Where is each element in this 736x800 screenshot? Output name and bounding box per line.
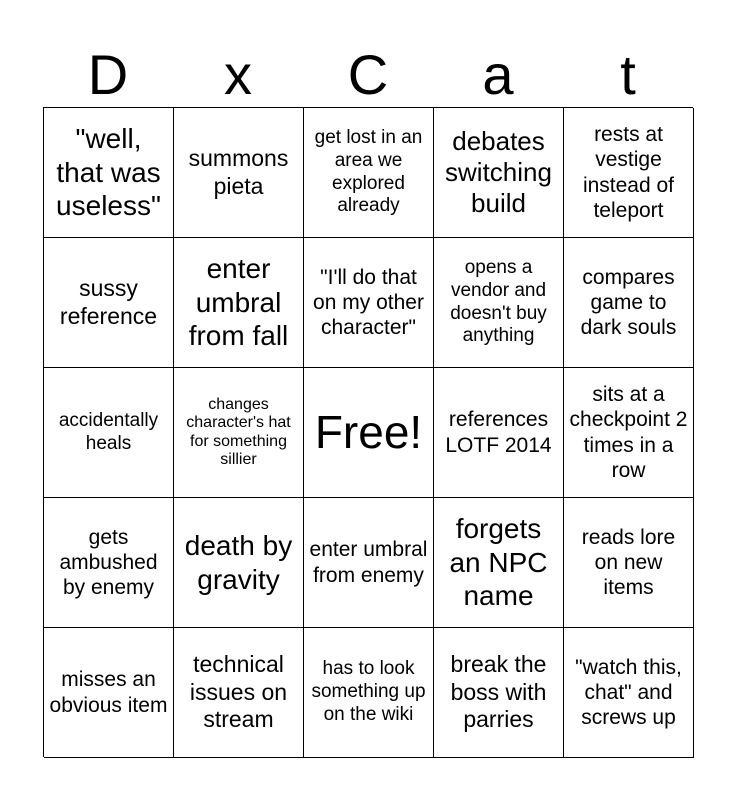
free-space-cell[interactable]	[304, 368, 434, 498]
bingo-cell[interactable]	[564, 368, 694, 498]
bingo-cell[interactable]	[304, 108, 434, 238]
cell-text: technical issues on stream	[189, 651, 288, 733]
cell-text: "I'll do that on my other character"	[313, 265, 424, 340]
bingo-cell[interactable]	[434, 108, 564, 238]
cell-text: enter umbral from enemy	[309, 538, 428, 587]
cell-text: rests at vestige instead of teleport	[582, 123, 675, 222]
cell-text: opens a vendor and doesn't buy anything	[450, 256, 547, 347]
bingo-title	[43, 44, 693, 106]
bingo-cell[interactable]	[174, 498, 304, 628]
bingo-cell[interactable]	[564, 628, 694, 758]
title-letter: x	[224, 43, 252, 106]
bingo-board	[43, 107, 693, 757]
cell-text: sits at a checkpoint 2 times in a row	[569, 383, 688, 482]
bingo-cell[interactable]	[304, 238, 434, 368]
cell-text: debates switching build	[445, 125, 552, 219]
cell-text: compares game to dark souls	[580, 265, 677, 340]
cell-text: summons pieta	[188, 144, 289, 199]
title-letter: D	[87, 43, 129, 106]
cell-text: break the boss with parries	[450, 651, 547, 733]
cell-text: "well, that was useless"	[56, 123, 161, 222]
bingo-cell[interactable]	[174, 368, 304, 498]
cell-text: sussy reference	[59, 274, 158, 329]
bingo-cell[interactable]	[44, 498, 174, 628]
bingo-cell[interactable]	[434, 628, 564, 758]
bingo-cell[interactable]	[434, 498, 564, 628]
cell-text: get lost in an area we explored already	[314, 126, 423, 217]
cell-text: accidentally heals	[58, 409, 159, 454]
bingo-cell[interactable]	[564, 238, 694, 368]
bingo-cell[interactable]	[564, 498, 694, 628]
cell-text: death by gravity	[184, 529, 293, 595]
cell-text: gets ambushed by enemy	[59, 525, 158, 600]
cell-text: reads lore on new items	[581, 525, 676, 600]
bingo-cell[interactable]	[174, 628, 304, 758]
bingo-cell[interactable]	[564, 108, 694, 238]
title-letter: a	[482, 43, 514, 106]
cell-text: "watch this, chat" and screws up	[575, 655, 682, 730]
bingo-cell[interactable]	[304, 628, 434, 758]
bingo-cell[interactable]	[44, 628, 174, 758]
cell-text: has to look something up on the wiki	[311, 658, 426, 725]
cell-text: enter umbral from fall	[188, 253, 289, 352]
bingo-cell[interactable]	[44, 238, 174, 368]
bingo-cell[interactable]	[434, 368, 564, 498]
cell-text: changes character's hat for something sillier	[186, 395, 291, 468]
cell-text: forgets an NPC name	[449, 513, 548, 612]
bingo-cell[interactable]	[174, 238, 304, 368]
bingo-cell[interactable]	[434, 238, 564, 368]
bingo-cell[interactable]	[44, 368, 174, 498]
title-letter: t	[620, 43, 636, 106]
title-letter: C	[347, 43, 389, 106]
bingo-cell[interactable]	[44, 108, 174, 238]
free-space-label: Free!	[314, 405, 423, 458]
bingo-cell[interactable]	[174, 108, 304, 238]
cell-text: misses an obvious item	[49, 668, 168, 717]
cell-text: references LOTF 2014	[445, 408, 552, 457]
bingo-cell[interactable]	[304, 498, 434, 628]
